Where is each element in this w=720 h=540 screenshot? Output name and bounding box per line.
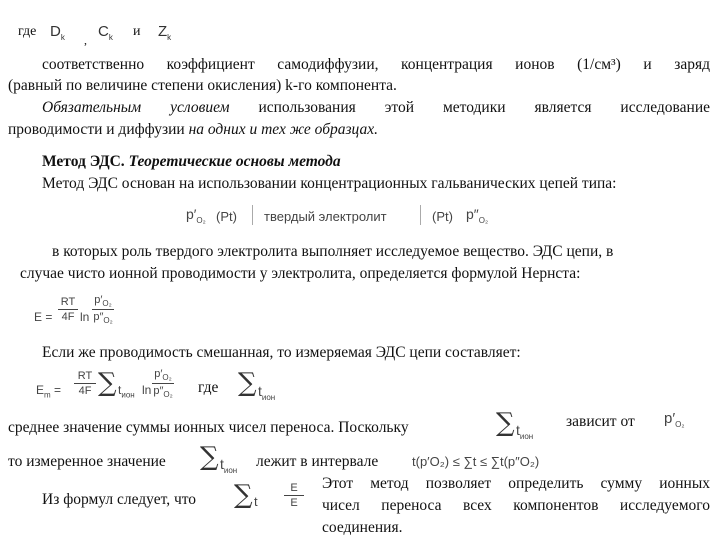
paragraph-3-line-2: случае чисто ионной проводимости у электролита, определяется формулой Нернста: xyxy=(20,265,581,282)
section-intro-line: Метод ЭДС основан на использовании концентрационных гальванических цепей типа: xyxy=(42,175,617,192)
cell-left-pressure: $p'_{O_2}$ xyxy=(186,206,206,225)
nernst-e: E = xyxy=(34,310,53,324)
paragraph-5-mean: среднее значение суммы ионных чисел переноса. Поскольку xyxy=(8,419,409,436)
mixed-rt-4f: RT 4F xyxy=(74,370,96,397)
paragraph-4-line: Если же проводимость смешанная, то измеряемая ЭДС цепи составляет: xyxy=(42,344,521,361)
cell-divider-right xyxy=(420,205,421,225)
conclusion-line-3: соединения. xyxy=(322,519,403,536)
paragraph-5-lies: лежит в интервале xyxy=(256,453,379,470)
cell-right-pressure: $p''_{O_2}$ xyxy=(466,206,489,225)
mixed-t-ion: $t_{ион}$ xyxy=(118,383,135,400)
cell-electrolyte: твердый электролит xyxy=(264,209,387,224)
mean-t-ion: $t_{ион}$ xyxy=(516,422,534,441)
symbol-c: $C_k$ xyxy=(98,23,113,42)
symbol-z: $Z_k$ xyxy=(158,23,172,42)
mixed-ln: ln xyxy=(142,383,152,397)
nernst-rt-4f: RT 4F xyxy=(58,296,78,323)
intro-comma: , xyxy=(84,33,87,47)
paragraph-2-line-1: Обязательным условием использования этой методики является исследование xyxy=(42,99,710,116)
paragraph-3-line-1: в которых роль твердого электролита выполняет исследуемое вещество. ЭДС цепи, в xyxy=(52,243,614,260)
mixed-em: $E_m$ = xyxy=(36,383,62,400)
paragraph-1-line-2: (равный по величине степени окисления) k-го компонента. xyxy=(8,77,397,94)
conclusion-line-1: Этот метод позволяет определить сумму ионных xyxy=(322,475,710,492)
cell-left-pt: (Pt) xyxy=(216,209,237,224)
conclusion-sigma: ∑ xyxy=(234,480,253,510)
intro-gde: где xyxy=(18,24,37,39)
mixed-where: где xyxy=(198,379,219,396)
paragraph-1-line-1: соответственно коэффициент самодиффузии, концентрация ионов (1/см³) и заряд xyxy=(42,56,710,73)
measured-t-ion: $t_{ион}$ xyxy=(220,456,238,475)
depends-pressure: $p'_{O_2}$ xyxy=(664,410,685,429)
nernst-ln: ln xyxy=(80,310,90,324)
measured-sigma: ∑ xyxy=(200,442,219,472)
where-t-ion: $t_{ион}$ xyxy=(258,383,276,402)
intro-and: и xyxy=(133,24,141,39)
where-sigma: ∑ xyxy=(238,368,257,398)
conclusion-t: t xyxy=(254,494,258,509)
conclusion-ratio: E E xyxy=(284,482,304,509)
nernst-pressure-ratio: $p'_{O_2}$ $p''_{O_2}$ xyxy=(93,294,113,326)
conclusion-from: Из формул следует, что xyxy=(42,491,197,508)
mixed-sigma: ∑ xyxy=(98,368,117,398)
paragraph-5-depends: зависит от xyxy=(566,413,635,430)
mixed-pressure-ratio: $p'_{O_2}$ $p''_{O_2}$ xyxy=(153,368,173,400)
mean-sigma: ∑ xyxy=(496,408,515,438)
symbol-d: $D_k$ xyxy=(50,23,65,42)
paragraph-2-line-2: проводимости и диффузии на одних и тех же образцах. xyxy=(8,121,379,138)
paragraph-5-measured: то измеренное значение xyxy=(8,453,166,470)
interval-formula: t(p′O₂) ≤ ∑t ≤ ∑t(p″O₂) xyxy=(412,454,540,469)
conclusion-line-2: чисел переноса всех компонентов исследуемого xyxy=(322,497,710,514)
section-heading: Метод ЭДС. Теоретические основы метода xyxy=(42,153,341,170)
cell-right-pt: (Pt) xyxy=(432,209,453,224)
cell-divider-left xyxy=(252,205,253,225)
